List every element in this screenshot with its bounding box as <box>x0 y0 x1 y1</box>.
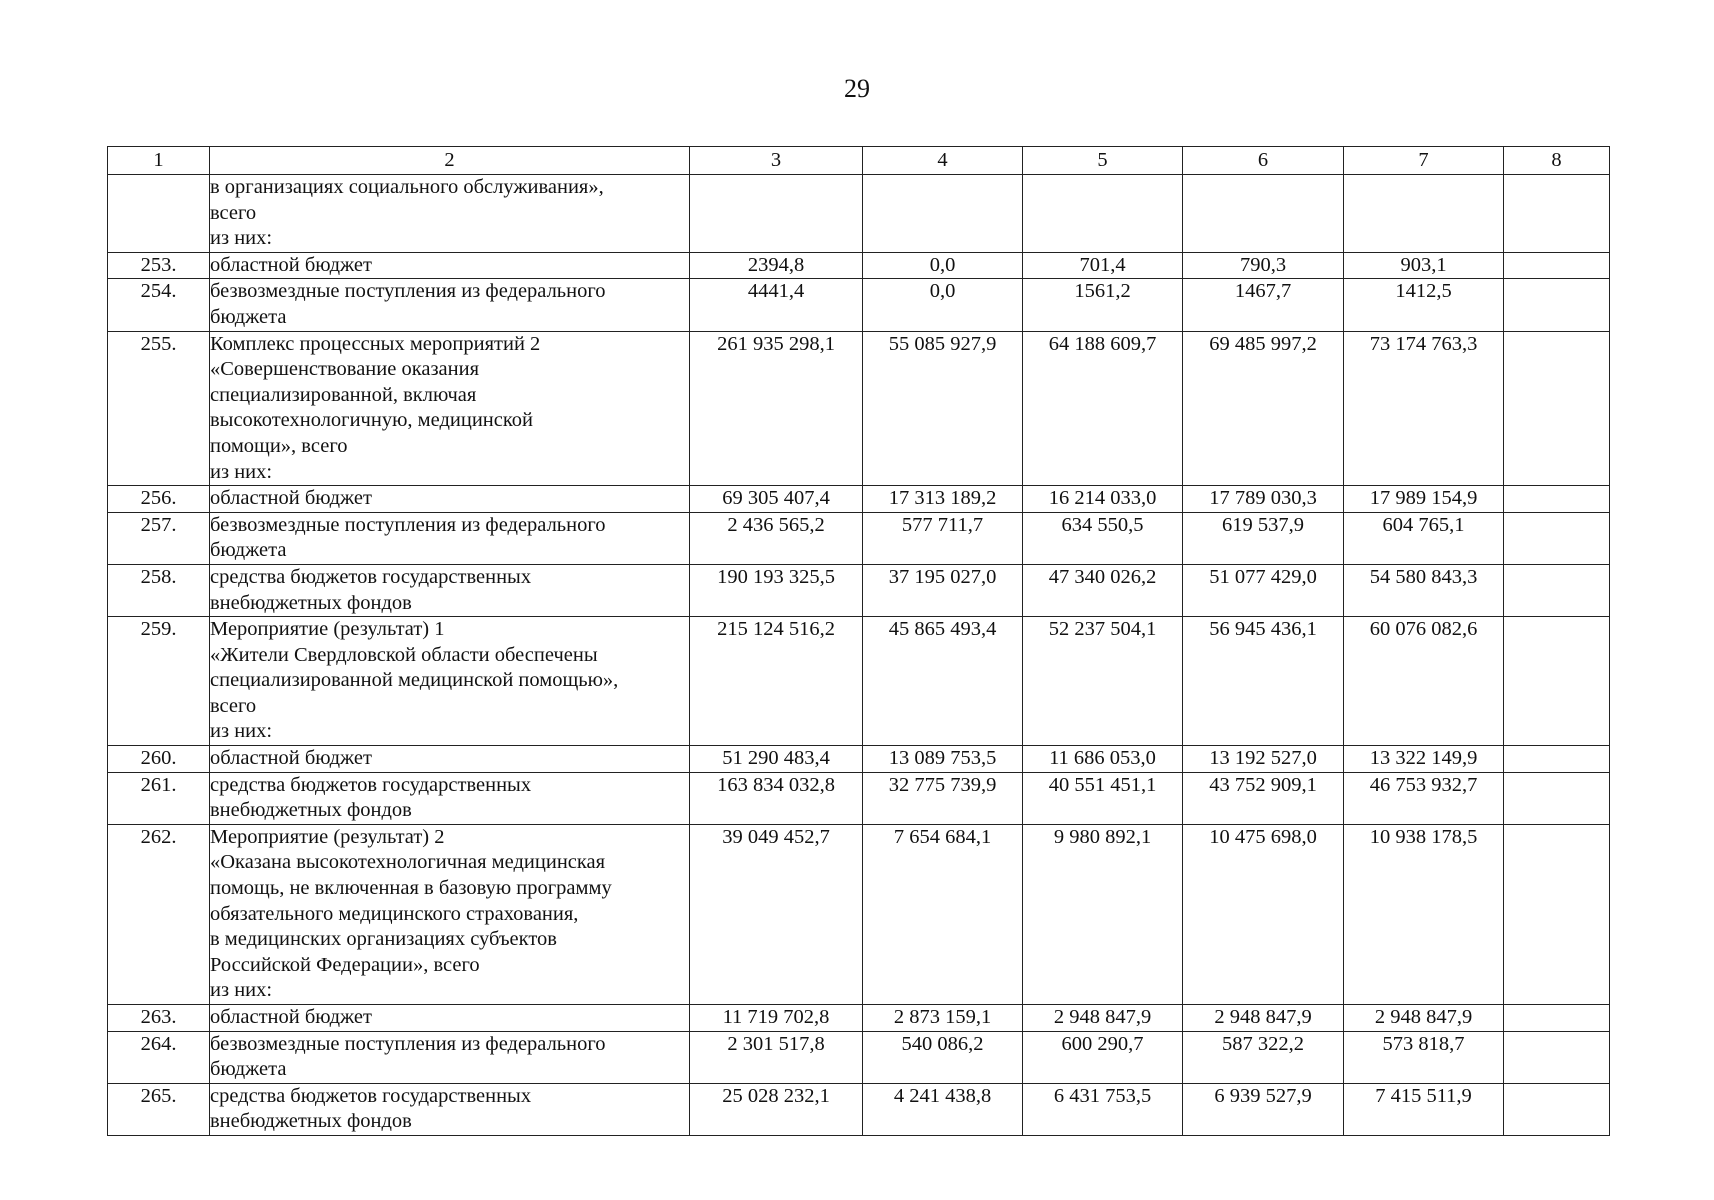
value-cell-col-7: 73 174 763,3 <box>1344 331 1504 486</box>
value-cell-col-5: 600 290,7 <box>1023 1031 1183 1083</box>
table-row <box>108 512 1610 564</box>
table-row <box>108 746 1610 773</box>
description-line: бюджета <box>210 1058 287 1081</box>
value-cell-col-6: 1467,7 <box>1183 279 1344 331</box>
description-line: безвозмездные поступления из федерального <box>210 280 606 303</box>
value-cell-col-5 <box>1023 175 1183 253</box>
value-cell-col-3: 2394,8 <box>690 252 863 279</box>
value-cell-col-7: 46 753 932,7 <box>1344 772 1504 824</box>
description-line: Мероприятие (результат) 2 <box>210 825 445 848</box>
description-line: в организациях социального обслуживания», <box>210 176 604 198</box>
value-cell-col-6: 10 475 698,0 <box>1183 824 1344 1004</box>
value-cell-col-3: 2 436 565,2 <box>690 512 863 564</box>
table-row <box>108 617 1610 746</box>
value-cell-col-3: 190 193 325,5 <box>690 564 863 616</box>
value-cell-col-4: 540 086,2 <box>863 1031 1023 1083</box>
value-cell-col-8 <box>1504 617 1610 746</box>
value-cell-col-7 <box>1344 175 1504 253</box>
value-cell-col-5: 634 550,5 <box>1023 512 1183 564</box>
value-cell-col-8 <box>1504 1083 1610 1135</box>
row-number: 263. <box>108 1005 210 1032</box>
table-row <box>108 1005 1610 1032</box>
value-cell-col-5: 16 214 033,0 <box>1023 486 1183 513</box>
description-line: всего <box>210 694 257 717</box>
value-cell-col-3: 51 290 483,4 <box>690 746 863 773</box>
description-line: Комплекс процессных мероприятий 2 <box>210 332 541 355</box>
description-line: из них: <box>210 227 273 250</box>
row-number: 258. <box>108 564 210 616</box>
value-cell-col-5: 1561,2 <box>1023 279 1183 331</box>
description-line: «Жители Свердловской области обеспечены <box>210 643 598 666</box>
value-cell-col-5: 9 980 892,1 <box>1023 824 1183 1004</box>
value-cell-col-5: 11 686 053,0 <box>1023 746 1183 773</box>
row-number: 254. <box>108 279 210 331</box>
value-cell-col-8 <box>1504 331 1610 486</box>
table-row <box>108 1083 1610 1135</box>
column-header: 3 <box>690 147 863 175</box>
value-cell-col-6: 51 077 429,0 <box>1183 564 1344 616</box>
description-line: бюджета <box>210 539 287 562</box>
value-cell-col-6: 6 939 527,9 <box>1183 1083 1344 1135</box>
value-cell-col-8 <box>1504 772 1610 824</box>
description-line: из них: <box>210 720 273 743</box>
value-cell-col-6 <box>1183 175 1344 253</box>
table-row <box>108 824 1610 1004</box>
row-description <box>210 331 690 486</box>
row-number: 255. <box>108 331 210 486</box>
value-cell-col-6: 13 192 527,0 <box>1183 746 1344 773</box>
description-line: средства бюджетов государственных <box>210 1084 532 1107</box>
value-cell-col-6: 587 322,2 <box>1183 1031 1344 1083</box>
row-number: 262. <box>108 824 210 1004</box>
value-cell-col-5: 40 551 451,1 <box>1023 772 1183 824</box>
value-cell-col-7: 54 580 843,3 <box>1344 564 1504 616</box>
value-cell-col-3: 2 301 517,8 <box>690 1031 863 1083</box>
value-cell-col-3: 215 124 516,2 <box>690 617 863 746</box>
column-header: 1 <box>108 147 210 175</box>
row-description <box>210 1083 690 1135</box>
value-cell-col-8 <box>1504 1031 1610 1083</box>
row-number: 257. <box>108 512 210 564</box>
description-line: из них: <box>210 979 273 1002</box>
description-line: внебюджетных фондов <box>210 591 412 614</box>
value-cell-col-7: 10 938 178,5 <box>1344 824 1504 1004</box>
value-cell-col-4: 7 654 684,1 <box>863 824 1023 1004</box>
value-cell-col-4: 17 313 189,2 <box>863 486 1023 513</box>
value-cell-col-3: 39 049 452,7 <box>690 824 863 1004</box>
value-cell-col-3 <box>690 175 863 253</box>
description-line: средства бюджетов государственных <box>210 565 532 588</box>
row-description <box>210 1005 690 1032</box>
value-cell-col-6: 790,3 <box>1183 252 1344 279</box>
value-cell-col-6: 69 485 997,2 <box>1183 331 1344 486</box>
row-description <box>210 824 690 1004</box>
description-line: областной бюджет <box>210 1006 372 1028</box>
value-cell-col-7: 13 322 149,9 <box>1344 746 1504 773</box>
value-cell-col-5: 701,4 <box>1023 252 1183 279</box>
row-description <box>210 1031 690 1083</box>
value-cell-col-8 <box>1504 512 1610 564</box>
value-cell-col-7: 1412,5 <box>1344 279 1504 331</box>
value-cell-col-4: 55 085 927,9 <box>863 331 1023 486</box>
row-description <box>210 279 690 331</box>
value-cell-col-8 <box>1504 279 1610 331</box>
table-header-row <box>108 147 1610 175</box>
value-cell-col-6: 2 948 847,9 <box>1183 1005 1344 1032</box>
description-line: безвозмездные поступления из федерального <box>210 513 606 536</box>
row-description <box>210 512 690 564</box>
value-cell-col-5: 52 237 504,1 <box>1023 617 1183 746</box>
description-line: безвозмездные поступления из федерального <box>210 1032 606 1055</box>
description-line: специализированной, включая <box>210 383 477 406</box>
value-cell-col-8 <box>1504 824 1610 1004</box>
value-cell-col-4: 37 195 027,0 <box>863 564 1023 616</box>
value-cell-col-3: 163 834 032,8 <box>690 772 863 824</box>
row-description <box>210 617 690 746</box>
row-description <box>210 772 690 824</box>
value-cell-col-7: 604 765,1 <box>1344 512 1504 564</box>
value-cell-col-4: 577 711,7 <box>863 512 1023 564</box>
row-description <box>210 175 690 253</box>
description-line: областной бюджет <box>210 253 372 276</box>
description-line: специализированной медицинской помощью», <box>210 669 619 692</box>
description-line: в медицинских организациях субъектов <box>210 928 557 951</box>
column-header: 7 <box>1344 147 1504 175</box>
description-line: внебюджетных фондов <box>210 1110 412 1133</box>
value-cell-col-3: 261 935 298,1 <box>690 331 863 486</box>
row-number <box>108 175 210 253</box>
description-line: «Совершенствование оказания <box>210 358 480 381</box>
description-line: бюджета <box>210 305 287 328</box>
value-cell-col-4 <box>863 175 1023 253</box>
table-row <box>108 486 1610 513</box>
row-number: 264. <box>108 1031 210 1083</box>
table-row <box>108 1031 1610 1083</box>
row-number: 256. <box>108 486 210 513</box>
description-line: помощи», всего <box>210 434 348 457</box>
row-description <box>210 486 690 513</box>
column-header: 8 <box>1504 147 1610 175</box>
value-cell-col-4: 4 241 438,8 <box>863 1083 1023 1135</box>
value-cell-col-8 <box>1504 564 1610 616</box>
value-cell-col-5: 6 431 753,5 <box>1023 1083 1183 1135</box>
value-cell-col-8 <box>1504 175 1610 253</box>
row-number: 253. <box>108 252 210 279</box>
description-line: Мероприятие (результат) 1 <box>210 618 445 641</box>
description-line: всего <box>210 201 257 224</box>
column-header: 6 <box>1183 147 1344 175</box>
table-row <box>108 564 1610 616</box>
value-cell-col-6: 43 752 909,1 <box>1183 772 1344 824</box>
row-description <box>210 746 690 773</box>
row-number: 261. <box>108 772 210 824</box>
row-number: 260. <box>108 746 210 773</box>
value-cell-col-4: 45 865 493,4 <box>863 617 1023 746</box>
value-cell-col-6: 17 789 030,3 <box>1183 486 1344 513</box>
value-cell-col-5: 2 948 847,9 <box>1023 1005 1183 1032</box>
table-row <box>108 175 1610 253</box>
description-line: помощь, не включенная в базовую программу <box>210 877 612 900</box>
table-row <box>108 772 1610 824</box>
row-description <box>210 252 690 279</box>
description-line: высокотехнологичную, медицинской <box>210 409 533 432</box>
value-cell-col-8 <box>1504 486 1610 513</box>
value-cell-col-3: 69 305 407,4 <box>690 486 863 513</box>
row-number: 265. <box>108 1083 210 1135</box>
value-cell-col-7: 573 818,7 <box>1344 1031 1504 1083</box>
value-cell-col-7: 7 415 511,9 <box>1344 1083 1504 1135</box>
description-line: «Оказана высокотехнологичная медицинская <box>210 851 606 874</box>
column-header: 4 <box>863 147 1023 175</box>
value-cell-col-7: 2 948 847,9 <box>1344 1005 1504 1032</box>
value-cell-col-4: 0,0 <box>863 279 1023 331</box>
row-description <box>210 564 690 616</box>
description-line: Российской Федерации», всего <box>210 953 480 976</box>
row-number: 259. <box>108 617 210 746</box>
value-cell-col-8 <box>1504 252 1610 279</box>
value-cell-col-8 <box>1504 1005 1610 1032</box>
table-row <box>108 279 1610 331</box>
value-cell-col-6: 619 537,9 <box>1183 512 1344 564</box>
value-cell-col-4: 32 775 739,9 <box>863 772 1023 824</box>
value-cell-col-5: 64 188 609,7 <box>1023 331 1183 486</box>
description-line: обязательного медицинского страхования, <box>210 902 579 925</box>
value-cell-col-7: 903,1 <box>1344 252 1504 279</box>
value-cell-col-3: 25 028 232,1 <box>690 1083 863 1135</box>
table-row <box>108 252 1610 279</box>
value-cell-col-7: 60 076 082,6 <box>1344 617 1504 746</box>
page-number: 29 <box>844 74 870 103</box>
value-cell-col-3: 11 719 702,8 <box>690 1005 863 1032</box>
value-cell-col-3: 4441,4 <box>690 279 863 331</box>
table-body <box>108 175 1610 1136</box>
value-cell-col-7: 17 989 154,9 <box>1344 486 1504 513</box>
value-cell-col-6: 56 945 436,1 <box>1183 617 1344 746</box>
column-header: 5 <box>1023 147 1183 175</box>
value-cell-col-4: 0,0 <box>863 252 1023 279</box>
value-cell-col-4: 2 873 159,1 <box>863 1005 1023 1032</box>
value-cell-col-5: 47 340 026,2 <box>1023 564 1183 616</box>
description-line: областной бюджет <box>210 487 372 510</box>
description-line: из них: <box>210 460 273 483</box>
table-row <box>108 331 1610 486</box>
value-cell-col-8 <box>1504 746 1610 773</box>
description-line: средства бюджетов государственных <box>210 773 532 796</box>
description-line: внебюджетных фондов <box>210 799 412 822</box>
budget-table <box>107 146 1610 1136</box>
description-line: областной бюджет <box>210 747 372 770</box>
column-header: 2 <box>210 147 690 175</box>
value-cell-col-4: 13 089 753,5 <box>863 746 1023 773</box>
